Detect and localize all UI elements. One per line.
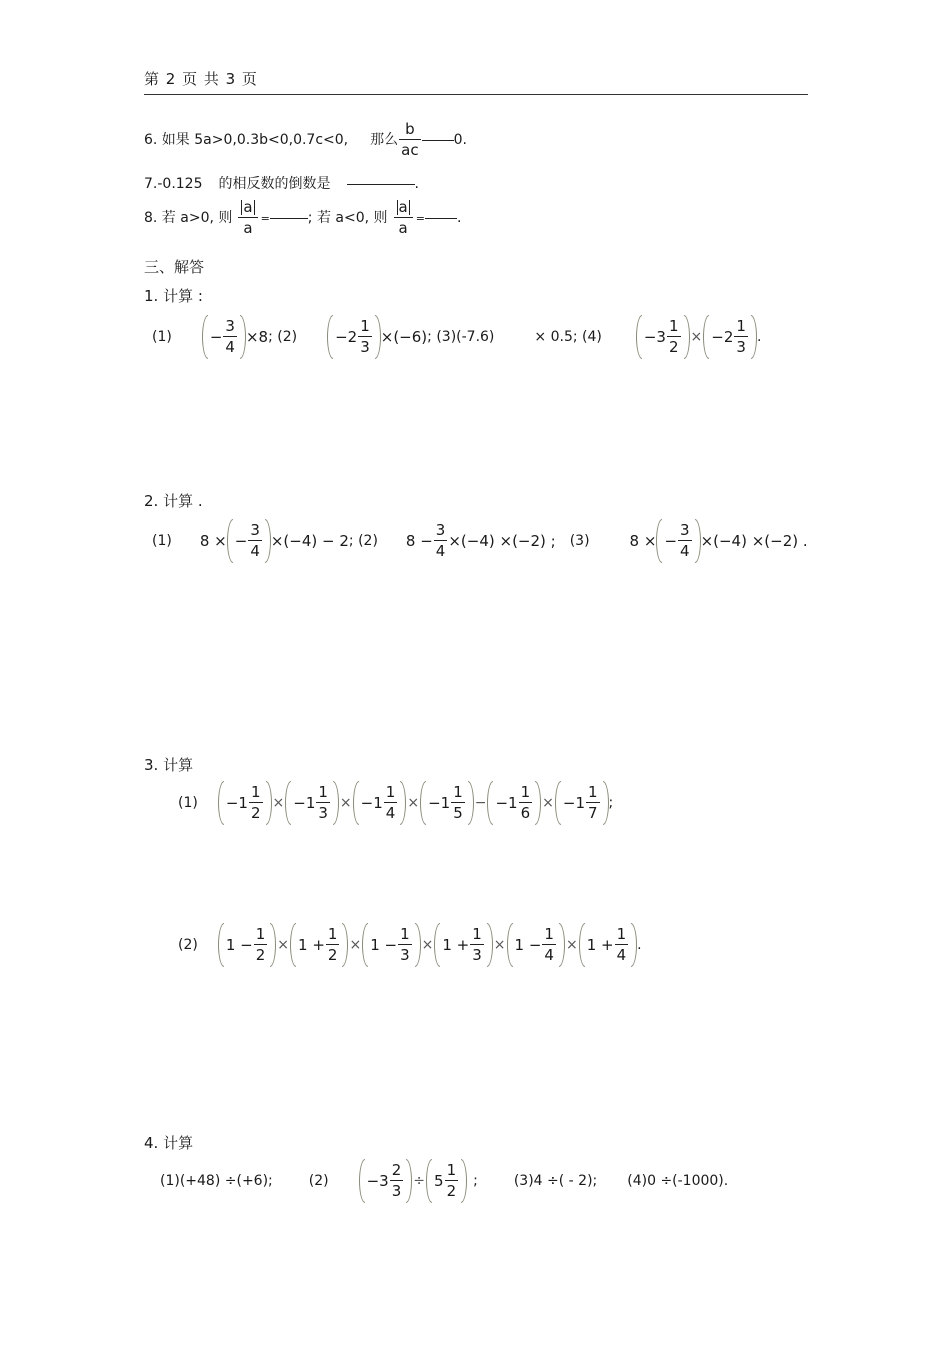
group-den: 4 (544, 946, 554, 964)
group-den: 5 (453, 804, 463, 822)
p3-r1-end: ; (608, 795, 614, 811)
p4-eb-den: 2 (446, 1182, 457, 1200)
p1-e4a-whole: −3 (643, 327, 666, 346)
q8-answer-blank-2[interactable] (425, 218, 457, 219)
operator: × (407, 795, 420, 811)
q6-den: ac (401, 141, 419, 159)
operator: × (565, 937, 578, 953)
question-7 (144, 177, 419, 191)
group-whole: 1 − (225, 935, 253, 954)
q7-mid: 的相反数的倒数是 (218, 176, 331, 192)
p2-a-minus: − (234, 531, 248, 550)
q8-den-1: a (243, 219, 253, 237)
operator: × (542, 795, 554, 811)
q7-prefix: 7.-0.125 (144, 176, 203, 192)
problem-3-row-1 (178, 780, 613, 826)
group-whole: −1 (562, 793, 585, 812)
group-fraction (398, 927, 412, 963)
group-den: 3 (472, 946, 482, 964)
header-rule (144, 94, 808, 95)
group-num: 1 (520, 783, 531, 801)
group-num: 1 (250, 783, 261, 801)
p4-item-3: (3)4 ÷( - 2); (513, 1173, 598, 1189)
group-den: 4 (616, 946, 627, 964)
p1-e2-whole: −2 (335, 327, 358, 346)
group-den: 2 (250, 804, 261, 822)
p1-expr-4b (703, 315, 757, 359)
problem-2-title: 2. 计算 . (144, 492, 203, 510)
operator: × (421, 937, 434, 953)
q7-suffix: . (414, 176, 419, 192)
p2-b-den: 4 (435, 542, 446, 560)
p2-b-lead: 8 − (405, 531, 433, 550)
p2-c-den: 4 (680, 542, 690, 560)
p2-c-lead: 8 × (629, 531, 657, 550)
q8-prefix: 8. 若 a>0, 则 (144, 210, 233, 226)
p4-label-2: (2) (308, 1173, 329, 1189)
q8-answer-blank-1[interactable] (270, 218, 308, 219)
group-fraction (384, 785, 398, 821)
p1-expr-4a (636, 315, 690, 359)
paren-group (285, 781, 339, 825)
group-fraction (451, 785, 465, 821)
group-fraction (615, 927, 629, 963)
group-whole: −1 (428, 793, 451, 812)
group-den: 4 (385, 804, 396, 822)
q8-fraction-1 (238, 200, 257, 236)
p4-item-1: (1)(+48) ÷(+6); (160, 1173, 273, 1189)
q8-suffix: . (456, 210, 462, 226)
p1-e1-sign: − (209, 327, 223, 346)
problem-1-title: 1. 计算 : (144, 287, 203, 305)
paren-group (353, 781, 407, 825)
group-num: 1 (318, 783, 328, 801)
p4-eb-whole: 5 (434, 1171, 444, 1190)
paren-group (434, 923, 492, 967)
operator: − (474, 795, 487, 811)
p2-label-3: (3) (569, 533, 590, 549)
group-whole: −1 (360, 793, 383, 812)
group-fraction (326, 927, 340, 963)
group-whole: 1 + (442, 935, 470, 954)
page-header: 第 2 页 共 3 页 (144, 70, 258, 88)
operator: × (339, 795, 352, 811)
group-num: 1 (588, 783, 598, 801)
p1-e2-num: 1 (360, 317, 370, 335)
paren-group (487, 781, 541, 825)
group-num: 1 (453, 783, 463, 801)
q8-num-2: a (398, 198, 408, 216)
group-num: 1 (400, 925, 410, 943)
group-whole: −1 (293, 793, 316, 812)
group-num: 1 (616, 925, 627, 943)
p1-e4a-den: 2 (668, 338, 679, 356)
question-8 (144, 200, 461, 236)
p4-item-4: (4)0 ÷(-1000). (627, 1173, 729, 1189)
q8-den-2: a (398, 219, 408, 237)
p1-label-4: × 0.5; (4) (534, 329, 602, 345)
p1-e4b-num: 1 (736, 317, 746, 335)
paren-group (507, 923, 565, 967)
q6-fraction (399, 122, 420, 158)
group-fraction (519, 785, 533, 821)
paren-group (362, 923, 420, 967)
p1-e4b-whole: −2 (711, 327, 734, 346)
p4-semi: ; (473, 1173, 478, 1189)
group-fraction (586, 785, 600, 821)
paren-group (218, 923, 276, 967)
q6-num: b (405, 120, 415, 138)
paren-group (555, 781, 609, 825)
p2-a-lead: 8 × (199, 531, 227, 550)
p2-c-tail: ×(−4) ×(−2) . (700, 531, 808, 550)
p4-ea-num: 2 (391, 1161, 402, 1179)
p1-e4a-num: 1 (668, 317, 679, 335)
section-title: 三、解答 (144, 258, 205, 276)
p4-eb-num: 1 (446, 1161, 457, 1179)
problem-4-title: 4. 计算 (144, 1134, 194, 1152)
question-6 (144, 122, 467, 158)
p1-e2-after: ×(−6) (380, 327, 428, 346)
group-den: 3 (318, 804, 328, 822)
q6-suffix: 0. (453, 132, 467, 148)
q8-eq-2: = (415, 211, 425, 225)
p3-r2-end: . (637, 937, 642, 953)
p2-a-num: 3 (250, 521, 260, 539)
problem-1-expressions: (1) − $\frac{3}{4}$ ×8 ; (2) −2 $\frac{1}{3}$ ×(−6) ; (3)(-7.6) × 0.5; (4) −3 $\frac{1}{2}$ × −2 $\frac{1}{3}$ . (152, 314, 761, 360)
p1-end: . (756, 329, 762, 345)
p1-expr-1 (202, 315, 246, 359)
q8-num-1: a (243, 198, 253, 216)
problem-3-row-2 (178, 922, 642, 968)
p2-b-num: 3 (435, 521, 446, 539)
group-whole: −1 (495, 793, 518, 812)
q8-mid: ; 若 a<0, 则 (307, 210, 388, 226)
q6-then: 那么 (370, 132, 399, 148)
group-num: 1 (472, 925, 482, 943)
problem-3-title: 3. 计算 (144, 756, 194, 774)
group-whole: 1 + (586, 935, 614, 954)
group-whole: 1 − (370, 935, 398, 954)
p1-expr-2 (327, 315, 381, 359)
p2-label-1: (1) (152, 533, 172, 549)
group-whole: 1 − (514, 935, 542, 954)
p1-e1-den: 4 (225, 338, 235, 356)
p2-expr-a (227, 519, 271, 563)
p1-e4b-den: 3 (736, 338, 746, 356)
group-num: 1 (327, 925, 338, 943)
p2-a-den: 4 (250, 542, 260, 560)
q8-fraction-2 (394, 200, 413, 236)
group-den: 6 (520, 804, 531, 822)
group-den: 2 (255, 946, 266, 964)
p3-label-2: (2) (178, 937, 198, 953)
p4-ea-whole: −3 (366, 1171, 389, 1190)
p4-expr-a (359, 1159, 413, 1203)
group-den: 7 (588, 804, 598, 822)
paren-group (420, 781, 474, 825)
p1-e1-num: 3 (225, 317, 235, 335)
group-den: 3 (400, 946, 410, 964)
group-num: 1 (255, 925, 266, 943)
group-num: 1 (544, 925, 554, 943)
operator: × (349, 937, 362, 953)
group-fraction (254, 927, 268, 963)
p4-expr-b (426, 1159, 467, 1203)
p1-label-3: ; (3)(-7.6) (427, 329, 495, 345)
group-fraction (249, 785, 263, 821)
p2-expr-c (656, 519, 700, 563)
p1-e1-after: ×8 (245, 327, 269, 346)
operator: × (493, 937, 506, 953)
group-fraction (316, 785, 330, 821)
group-num: 1 (385, 783, 396, 801)
group-fraction (470, 927, 484, 963)
operator: × (272, 795, 285, 811)
group-whole: −1 (225, 793, 248, 812)
paren-group (218, 781, 272, 825)
p2-a-tail: ×(−4) − 2 (270, 531, 349, 550)
q8-eq-1: = (260, 211, 270, 225)
p1-label-2: ; (2) (268, 329, 298, 345)
p4-div: ÷ (413, 1173, 426, 1189)
p3-label-1: (1) (178, 795, 198, 811)
group-den: 2 (327, 946, 338, 964)
paren-group (290, 923, 348, 967)
group-fraction (542, 927, 556, 963)
p4-ea-den: 3 (391, 1182, 402, 1200)
paren-group (579, 923, 637, 967)
q7-answer-blank[interactable] (347, 184, 415, 185)
p2-c-num: 3 (680, 521, 690, 539)
p2-label-2: ; (2) (348, 533, 378, 549)
operator: × (277, 937, 290, 953)
p1-label-1: (1) (152, 329, 172, 345)
p2-c-minus: − (664, 531, 678, 550)
group-whole: 1 + (298, 935, 325, 954)
problem-4-expressions (160, 1158, 728, 1204)
p2-b-tail: ×(−4) ×(−2) ; (448, 531, 556, 550)
q6-answer-blank[interactable] (422, 140, 454, 141)
problem-2-expressions (152, 518, 808, 564)
p1-e2-den: 3 (360, 338, 370, 356)
q6-prefix: 6. 如果 5a>0,0.3b<0,0.7c<0, (144, 132, 349, 148)
